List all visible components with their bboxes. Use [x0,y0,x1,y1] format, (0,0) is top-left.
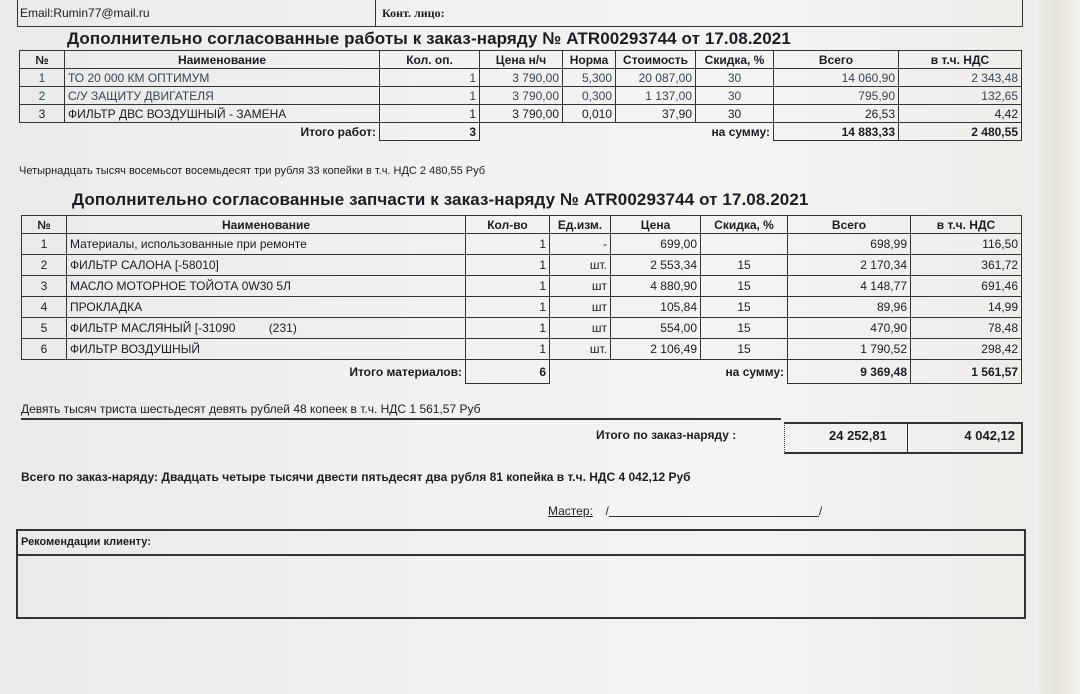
cell: 1 [466,318,550,339]
cell: 2 170,34 [788,255,911,276]
cell: 3 790,00 [480,105,563,123]
parts-sum-total: 9 369,48 [788,360,911,384]
cell: шт [550,276,611,297]
cell: ФИЛЬТР ДВС ВОЗДУШНЫЙ - ЗАМЕНА [65,105,380,123]
cell: 1 [380,87,480,105]
cell: 0,010 [563,105,616,123]
cell: ПРОКЛАДКА [67,297,466,318]
cell: 1 [466,339,550,360]
cell: ФИЛЬТР МАСЛЯНЫЙ [-31090 (231) [67,318,466,339]
cell: 30 [696,87,774,105]
works-total-label: Итого работ: [300,124,376,139]
cell: - [550,234,611,255]
cell: 470,90 [788,318,911,339]
cell: 78,48 [911,318,1022,339]
cell: 2 [22,255,67,276]
cell: шт [550,318,611,339]
works-title: Дополнительно согласованные работы к заказ-наряду № ATR00293744 от 17.08.2021 [67,29,791,48]
order-total-value: 24 252,81 [829,428,887,443]
recommendations-box [16,529,1026,619]
master-label: Мастер: [548,504,593,518]
works-total-count: 3 [380,123,480,141]
works-total-row [20,123,1022,141]
works-sum-total: 14 883,33 [774,123,899,141]
cell: 4 148,77 [788,276,911,297]
cell: 105,84 [611,297,701,318]
cell: 89,96 [788,297,911,318]
cell: 1 [380,69,480,87]
parts-total-row [22,360,1022,384]
cell: 1 [20,69,65,87]
cell: 37,90 [616,105,696,123]
table-row [22,234,1022,255]
cell: 2 [20,87,65,105]
col-header: Наименование [65,51,380,69]
works-table [19,50,1022,141]
cell: шт [550,297,611,318]
cell: 15 [701,318,788,339]
table-row [22,255,1022,276]
parts-total-label: Итого материалов: [349,364,462,379]
cell: 2 553,34 [611,255,701,276]
col-header: Наименование [67,216,466,234]
cell: 4 [22,297,67,318]
col-header: Скидка, % [701,216,788,234]
cell: 15 [701,276,788,297]
cell: 1 [22,234,67,255]
cell: 14 060,90 [774,69,899,87]
parts-header-row [22,216,1022,234]
cell: 5 [22,318,67,339]
order-total-label: Итого по заказ-наряду : [596,428,737,442]
cell: 1 [466,297,550,318]
paper-edge [1036,0,1080,694]
col-header: в т.ч. НДС [911,216,1022,234]
cell: 1 [466,276,550,297]
col-header: № [20,51,65,69]
order-total-box [784,422,1023,454]
cell: 0,300 [563,87,616,105]
email-cell: Email:Rumin77@mail.ru [18,0,376,26]
cell: 698,99 [788,234,911,255]
col-header: Всего [788,216,911,234]
cell: 795,90 [774,87,899,105]
cell: 3 [20,105,65,123]
cell: 15 [701,255,788,276]
cell: 3 790,00 [480,87,563,105]
cell: ФИЛЬТР САЛОНА [-58010] [67,255,466,276]
cell: 2 343,48 [899,69,1022,87]
cell: 15 [701,339,788,360]
cell: 15 [701,297,788,318]
cell: 1 790,52 [788,339,911,360]
col-header: Скидка, % [696,51,774,69]
cell: 1 137,00 [616,87,696,105]
cell: 298,42 [911,339,1022,360]
works-header-row [20,51,1022,69]
cell: МАСЛО МОТОРНОЕ ТОЙОТА 0W30 5Л [67,276,466,297]
parts-table [21,215,1022,384]
cell: 132,65 [899,87,1022,105]
cell: 1 [466,234,550,255]
table-row [22,318,1022,339]
cell: 30 [696,105,774,123]
col-header: в т.ч. НДС [899,51,1022,69]
cell: 4,42 [899,105,1022,123]
table-row [20,69,1022,87]
cell: 361,72 [911,255,1022,276]
divider [907,424,908,452]
parts-sum-label: на сумму: [725,364,784,379]
works-sum-vat: 2 480,55 [899,123,1022,141]
col-header: Всего [774,51,899,69]
parts-title: Дополнительно согласованные запчасти к заказ-наряду № ATR00293744 от 17.08.2021 [72,190,809,209]
cell: шт. [550,255,611,276]
cell: 3 790,00 [480,69,563,87]
master-slash: / [605,504,609,518]
table-row [22,339,1022,360]
divider [21,418,781,420]
cell: 14,99 [911,297,1022,318]
cell: 4 880,90 [611,276,701,297]
cell: 20 087,00 [616,69,696,87]
cell: 6 [22,339,67,360]
works-amount-words: Четырнадцать тысяч восемьсот восемьдесят три рубля 33 копейки в т.ч. НДС 2 480,55 Руб [19,165,486,177]
cell: 1 [380,105,480,123]
col-header: Цена [611,216,701,234]
cell: Материалы, использованные при ремонте [67,234,466,255]
order-total-vat: 4 042,12 [964,428,1015,443]
master-slash-end: / [818,504,823,518]
signature-line [609,516,819,517]
contact-label: Конт. лицо: [382,6,445,20]
recommendations-label: Рекомендации клиенту: [21,536,151,548]
cell: 30 [696,69,774,87]
cell [701,234,788,255]
col-header: № [22,216,67,234]
header-row [17,0,1023,27]
cell: 3 [22,276,67,297]
cell: 691,46 [911,276,1022,297]
cell: 2 106,49 [611,339,701,360]
col-header: Кол-во [466,216,550,234]
recommendations-header [18,531,1024,556]
table-row [20,105,1022,123]
cell: С/У ЗАЩИТУ ДВИГАТЕЛЯ [65,87,380,105]
cell: 5,300 [563,69,616,87]
parts-amount-words: Девять тысяч триста шестьдесят девять рублей 48 копеек в т.ч. НДС 1 561,57 Руб [21,402,481,416]
col-header: Ед.изм. [550,216,611,234]
cell: ТО 20 000 КМ ОПТИМУМ [65,69,380,87]
cell: 554,00 [611,318,701,339]
col-header: Кол. оп. [380,51,480,69]
works-sum-label: на сумму: [711,124,770,139]
cell: 116,50 [911,234,1022,255]
cell: 26,53 [774,105,899,123]
cell: шт. [550,339,611,360]
cell: ФИЛЬТР ВОЗДУШНЫЙ [67,339,466,360]
table-row [22,276,1022,297]
col-header: Стоимость [616,51,696,69]
table-row [20,87,1022,105]
parts-total-count: 6 [466,360,550,384]
parts-sum-vat: 1 561,57 [911,360,1022,384]
grand-total-words: Всего по заказ-наряду: Двадцать четыре тысячи двести пятьдесят два рубля 81 копейка в т.ч. НДС 4 042,12 Руб [21,470,691,484]
cell: 699,00 [611,234,701,255]
col-header: Норма [563,51,616,69]
col-header: Цена н/ч [480,51,563,69]
cell: 1 [466,255,550,276]
table-row [22,297,1022,318]
master-signature [548,504,822,518]
